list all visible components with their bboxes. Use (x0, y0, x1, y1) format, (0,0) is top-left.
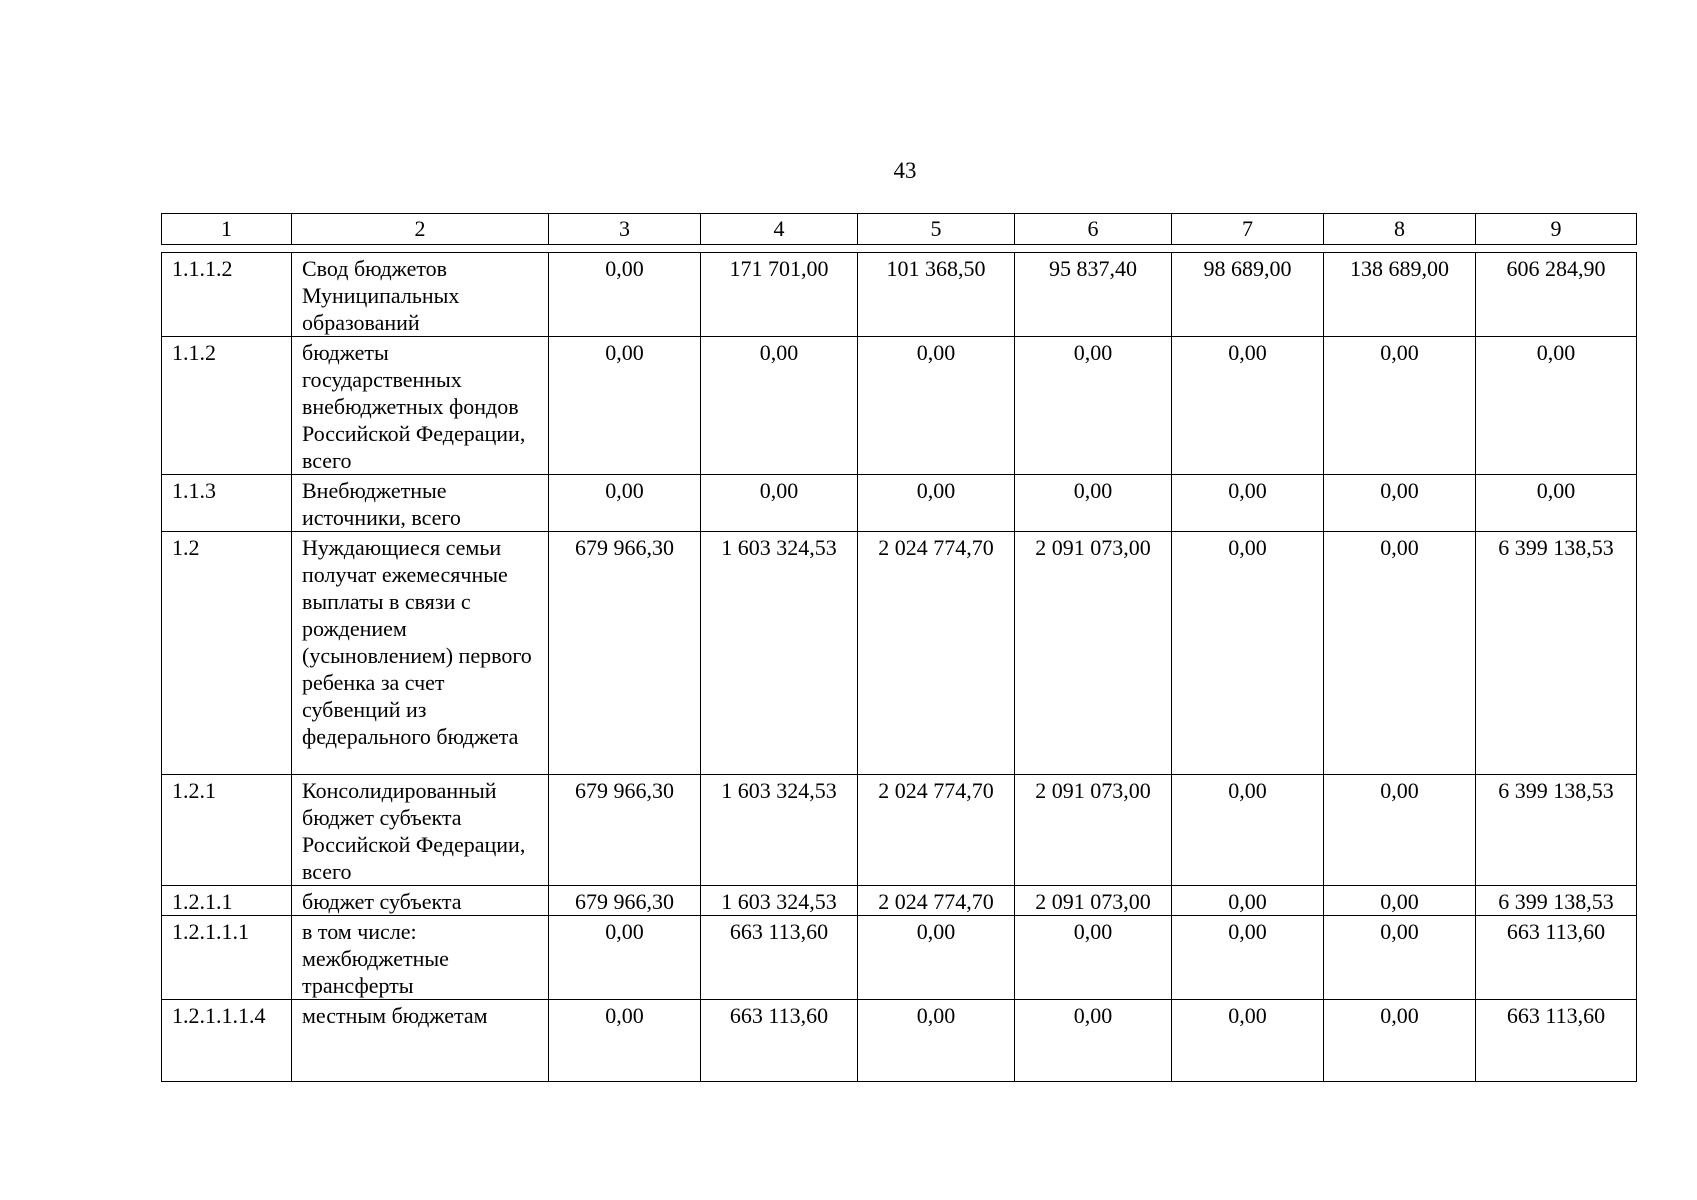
row-value: 0,00 (1172, 337, 1324, 475)
row-value: 6 399 138,53 (1476, 886, 1637, 916)
column-number: 3 (549, 214, 701, 245)
row-value: 0,00 (1324, 475, 1476, 532)
row-value: 2 024 774,70 (858, 532, 1015, 775)
column-number-row (162, 214, 1637, 245)
column-number: 2 (292, 214, 549, 245)
row-name: в том числе: межбюджетные трансферты (292, 916, 549, 1000)
row-value: 0,00 (1015, 1000, 1172, 1082)
row-code: 1.1.1.2 (162, 253, 292, 337)
row-value: 0,00 (701, 475, 858, 532)
row-name: Консолидированный бюджет субъекта Российской Федерации, всего (292, 775, 549, 886)
row-name: бюджеты государственных внебюджетных фондов Российской Федерации, всего (292, 337, 549, 475)
row-value: 138 689,00 (1324, 253, 1476, 337)
column-number: 9 (1476, 214, 1637, 245)
row-value: 679 966,30 (549, 886, 701, 916)
row-value: 0,00 (549, 916, 701, 1000)
row-value: 1 603 324,53 (701, 532, 858, 775)
row-value: 0,00 (1324, 1000, 1476, 1082)
row-value: 0,00 (1172, 532, 1324, 775)
column-number: 7 (1172, 214, 1324, 245)
row-code: 1.2.1.1.1 (162, 916, 292, 1000)
row-value: 0,00 (1324, 775, 1476, 886)
row-value: 0,00 (549, 1000, 701, 1082)
row-value: 0,00 (1172, 1000, 1324, 1082)
row-value: 6 399 138,53 (1476, 775, 1637, 886)
row-value: 0,00 (549, 253, 701, 337)
row-code: 1.2.1.1 (162, 886, 292, 916)
row-value: 663 113,60 (1476, 1000, 1637, 1082)
row-value: 2 024 774,70 (858, 886, 1015, 916)
row-value: 0,00 (1476, 337, 1637, 475)
column-number: 5 (858, 214, 1015, 245)
row-value: 0,00 (1172, 916, 1324, 1000)
table-row (162, 475, 1637, 532)
column-header-table (161, 213, 1637, 245)
table-row (162, 886, 1637, 916)
row-value: 663 113,60 (701, 916, 858, 1000)
column-number: 1 (162, 214, 292, 245)
column-number: 6 (1015, 214, 1172, 245)
row-name: Нуждающиеся семьи получат ежемесячные выплаты в связи с рождением (усыновлением) первого ребенка за счет субвенций из федерального бюджета (292, 532, 549, 775)
row-value: 0,00 (1015, 337, 1172, 475)
row-value: 606 284,90 (1476, 253, 1637, 337)
table-row (162, 775, 1637, 886)
row-value: 679 966,30 (549, 775, 701, 886)
row-value: 0,00 (1172, 886, 1324, 916)
row-value: 0,00 (858, 1000, 1015, 1082)
row-name: бюджет субъекта (292, 886, 549, 916)
row-code: 1.1.2 (162, 337, 292, 475)
row-value: 2 091 073,00 (1015, 532, 1172, 775)
row-code: 1.2.1.1.1.4 (162, 1000, 292, 1082)
table-row (162, 253, 1637, 337)
row-value: 0,00 (549, 475, 701, 532)
row-value: 663 113,60 (1476, 916, 1637, 1000)
row-value: 1 603 324,53 (701, 775, 858, 886)
row-value: 0,00 (1015, 475, 1172, 532)
row-name: Внебюджетные источники, всего (292, 475, 549, 532)
table-row (162, 337, 1637, 475)
row-value: 171 701,00 (701, 253, 858, 337)
column-number: 4 (701, 214, 858, 245)
row-value: 0,00 (549, 337, 701, 475)
budget-table (161, 252, 1637, 1082)
row-value: 2 091 073,00 (1015, 886, 1172, 916)
row-value: 679 966,30 (549, 532, 701, 775)
row-code: 1.2.1 (162, 775, 292, 886)
row-value: 0,00 (701, 337, 858, 475)
row-value: 98 689,00 (1172, 253, 1324, 337)
row-value: 0,00 (1015, 916, 1172, 1000)
row-value: 0,00 (1324, 916, 1476, 1000)
row-value: 0,00 (1324, 532, 1476, 775)
row-value: 0,00 (1476, 475, 1637, 532)
row-value: 0,00 (858, 475, 1015, 532)
row-code: 1.1.3 (162, 475, 292, 532)
table-row (162, 1000, 1637, 1082)
row-value: 0,00 (1324, 337, 1476, 475)
row-value: 95 837,40 (1015, 253, 1172, 337)
row-value: 101 368,50 (858, 253, 1015, 337)
row-value: 0,00 (858, 916, 1015, 1000)
row-value: 0,00 (1172, 775, 1324, 886)
table-row (162, 532, 1637, 775)
column-number: 8 (1324, 214, 1476, 245)
row-value: 2 024 774,70 (858, 775, 1015, 886)
row-value: 2 091 073,00 (1015, 775, 1172, 886)
row-name: Свод бюджетов Муниципальных образований (292, 253, 549, 337)
row-value: 6 399 138,53 (1476, 532, 1637, 775)
row-value: 0,00 (1324, 886, 1476, 916)
row-value: 0,00 (858, 337, 1015, 475)
row-value: 663 113,60 (701, 1000, 858, 1082)
row-name: местным бюджетам (292, 1000, 549, 1082)
table-row (162, 916, 1637, 1000)
page-number: 43 (893, 158, 917, 183)
row-value: 0,00 (1172, 475, 1324, 532)
row-code: 1.2 (162, 532, 292, 775)
row-value: 1 603 324,53 (701, 886, 858, 916)
